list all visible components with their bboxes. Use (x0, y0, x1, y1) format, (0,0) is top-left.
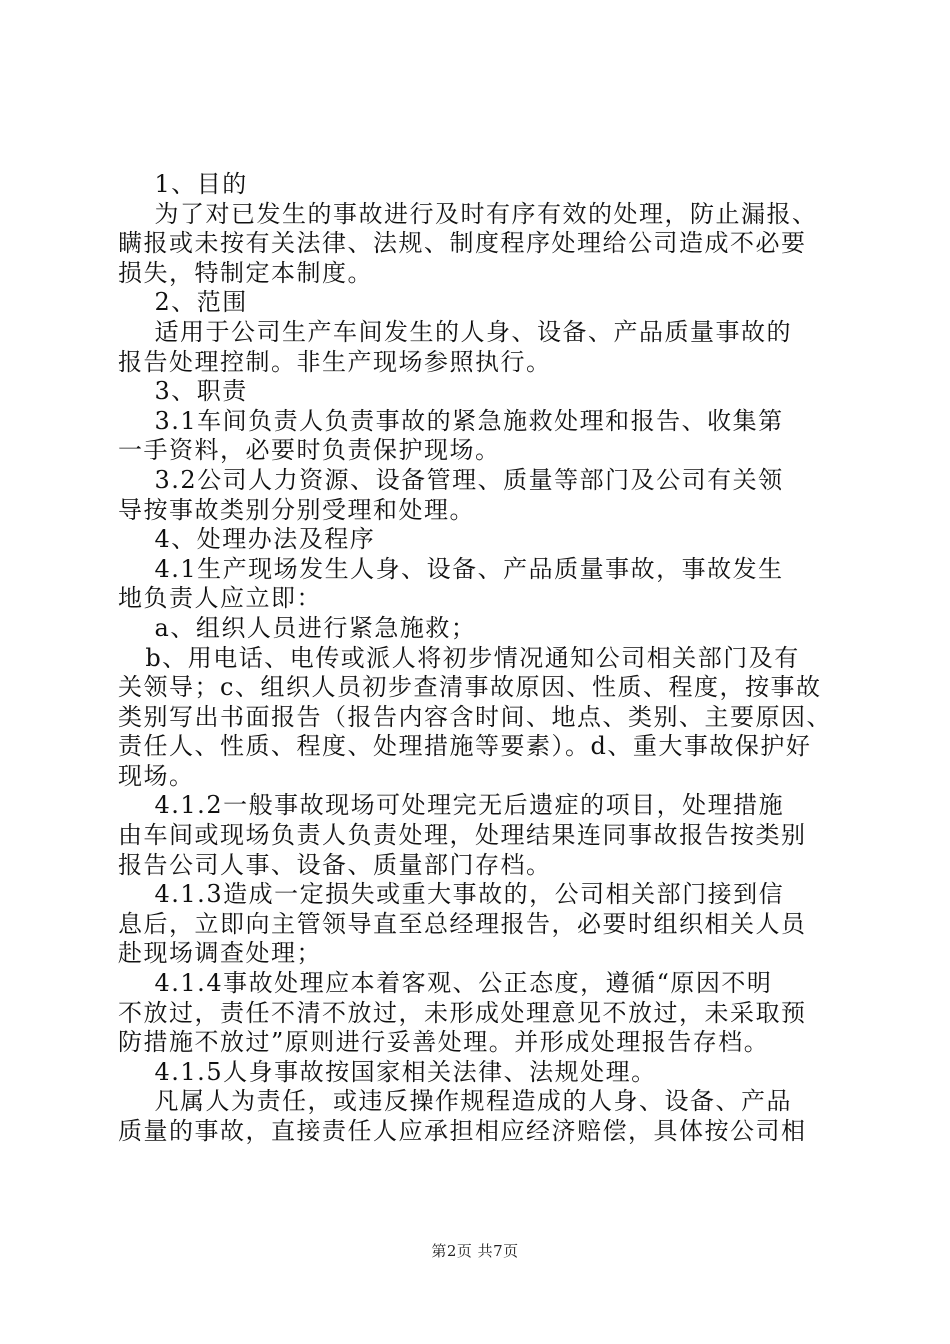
text-line: 1、目的 (118, 170, 248, 198)
document-body (118, 170, 836, 1147)
text-line: 4.1.2一般事故现场可处理完无后遗症的项目，处理措施 (118, 791, 785, 820)
text-line: 4.1.4事故处理应本着客观、公正态度，遵循“原因不明 (118, 969, 773, 998)
text-line: 瞒报或未按有关法律、法规、制度程序处理给公司造成不必要 (118, 229, 807, 258)
text-line: 质量的事故，直接责任人应承担相应经济赔偿，具体按公司相 (118, 1117, 807, 1145)
text-line: 由车间或现场负责人负责处理，处理结果连同事故报告按类别 (118, 821, 807, 850)
text-line: 现场。 (118, 761, 195, 790)
text-line: 息后，立即向主管领导直至总经理报告，必要时组织相关人员 (118, 909, 807, 938)
text-line: 不放过，责任不清不放过，未形成处理意见不放过，未采取预 (118, 998, 807, 1027)
text-line: 2、范围 (118, 288, 248, 317)
text-line: a、组织人员进行紧急施救； (118, 613, 477, 642)
text-line: 赴现场调查处理； (118, 939, 322, 968)
text-line: 类别写出书面报告（报告内容含时间、地点、类别、主要原因、 (118, 702, 832, 731)
text-line: 凡属人为责任，或违反操作规程造成的人身、设备、产品 (118, 1087, 793, 1116)
text-line: 适用于公司生产车间发生的人身、设备、产品质量事故的 (118, 317, 793, 346)
text-line: 一手资料，必要时负责保护现场。 (118, 436, 501, 465)
text-line: 报告公司人事、设备、质量部门存档。 (118, 850, 552, 879)
text-line: 关领导；c、组织人员初步查清事故原因、性质、程度，按事故 (118, 673, 822, 702)
text-line: 导按事故类别分别受理和处理。 (118, 495, 475, 524)
text-line: 4、处理办法及程序 (118, 525, 376, 554)
text-line: 4.1生产现场发生人身、设备、产品质量事故，事故发生 (118, 554, 784, 583)
text-line: 3.2公司人力资源、设备管理、质量等部门及公司有关领 (118, 465, 784, 494)
text-line: 3.1车间负责人负责事故的紧急施救处理和报告、收集第 (118, 406, 784, 435)
text-line: 损失，特制定本制度。 (118, 258, 373, 287)
text-line: b、用电话、电传或派人将初步情况通知公司相关部门及有 (118, 643, 800, 672)
text-line: 为了对已发生的事故进行及时有序有效的处理，防止漏报、 (118, 199, 818, 228)
text-line: 防措施不放过”原则进行妥善处理。并形成处理报告存档。 (118, 1028, 770, 1057)
text-line: 地负责人应立即： (118, 584, 322, 613)
text-line: 责任人、性质、程度、处理措施等要素）。d、重大事故保护好 (118, 732, 812, 761)
page-footer: 第2页 共7页 (431, 1242, 519, 1260)
text-line: 4.1.5人身事故按国家相关法律、法规处理。 (118, 1057, 657, 1086)
text-line: 3、职责 (118, 377, 248, 406)
text-line: 报告处理控制。非生产现场参照执行。 (118, 347, 552, 376)
text-line: 4.1.3造成一定损失或重大事故的，公司相关部门接到信 (118, 880, 785, 909)
